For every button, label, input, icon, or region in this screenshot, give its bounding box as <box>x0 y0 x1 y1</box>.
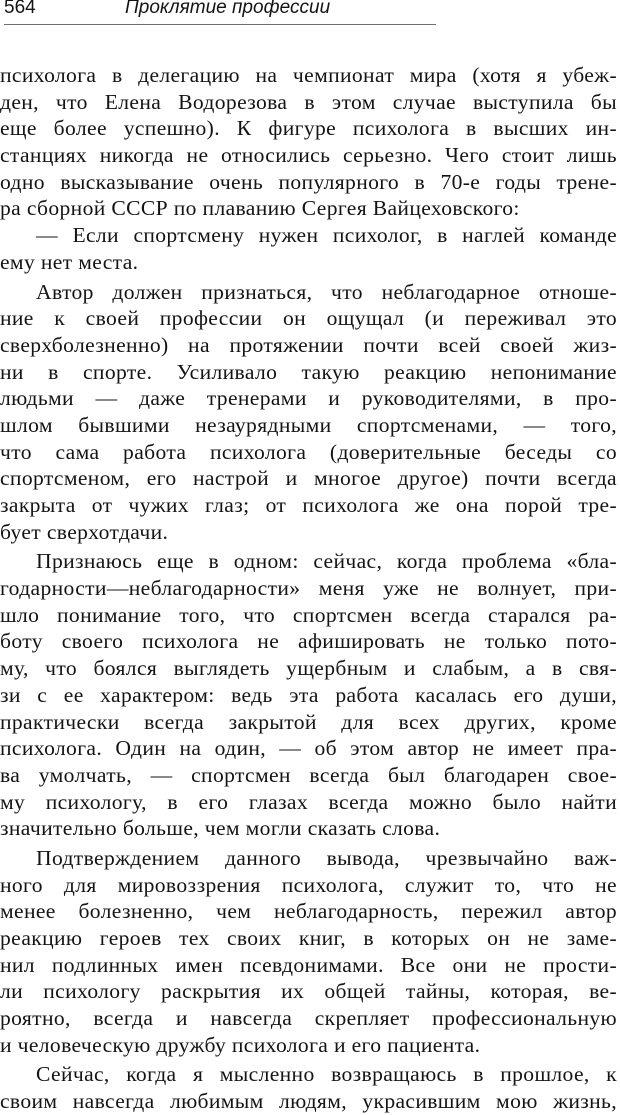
running-title: Проклятие профессии <box>125 0 331 18</box>
text-line: Сейчас, когда я мысленно возвращаюсь в прошлое, к <box>36 1062 617 1087</box>
paragraph-3 <box>0 279 617 546</box>
text-line: одно высказывание очень популярного в 70-е годы трене- <box>0 169 617 194</box>
text-line: ни в спорте. Усиливало такую реакцию непонимание <box>0 359 617 384</box>
text-line: психолога в делегацию на чемпионат мира (хотя я убеж- <box>0 63 617 87</box>
text-line: ден, что Елена Водорезова в этом случае выступила бы <box>0 89 617 114</box>
text-line: ра сборной СССР по плаванию Сергея Вайцеховского: <box>0 196 520 221</box>
text-line: годарности—неблагодарности» меня уже не волнует, при- <box>0 576 617 601</box>
text-line: закрыта от чужих глаз; от психолога же она порой тре- <box>0 493 617 517</box>
text-line: му психологу, в его глазах всегда можно было найти <box>0 789 617 814</box>
text-line: станциях никогда не относились серьезно. Чего стоит лишь <box>0 143 617 168</box>
text-line: боту своего психолога не афишировать не только пото- <box>0 629 617 654</box>
text-line: Признаюсь еще в одном: сейчас, когда проблема «бла- <box>36 549 617 574</box>
text-line: практически всегда закрытой для всех других, кроме <box>0 709 617 734</box>
text-line: реакцию героев тех своих книг, в которых он не заме- <box>0 926 617 950</box>
text-line: ного для мировоззрения психолога, служит то, что не <box>0 872 617 897</box>
text-line: своим навсегда любимым людям, украсившим мою жизнь, <box>0 1089 617 1114</box>
text-line: что сама работа психолога (доверительные беседы со <box>0 439 617 464</box>
paragraph-2 <box>0 222 617 275</box>
paragraph-1 <box>0 62 617 222</box>
text-line: шлом бывшими незаурядными спортсменами, — того, <box>0 412 617 437</box>
text-line: менее болезненно, чем неблагодарность, пережил автор <box>0 899 617 924</box>
text-line: психолога. Один на один, — об этом автор не имеет пра- <box>0 736 617 761</box>
text-line: ва умолчать, — спортсмен всегда был благодарен свое- <box>0 762 617 787</box>
text-line: ние к своей профессии он ощущал (и переживал это <box>0 306 617 331</box>
text-line: зи с ее характером: ведь эта работа касалась его души, <box>0 682 617 707</box>
text-line: спортсменом, его настрой и многое другое) почти всегда <box>0 466 617 491</box>
text-line: му, что боялся выглядеть ущербным и слабым, а в свя- <box>0 656 617 681</box>
text-line: значительно больше, чем могли сказать слова. <box>0 816 441 841</box>
running-header <box>4 0 436 25</box>
text-line: людьми — даже тренерами и руководителями, в про- <box>0 386 617 411</box>
text-line: роятно, всегда и навсегда скрепляет профессиональную <box>0 1006 617 1031</box>
text-line: ли психологу раскрытия их общей тайны, которая, ве- <box>0 979 617 1004</box>
text-line: еще более успешно). К фигуре психолога в высших ин- <box>0 116 617 141</box>
text-line: нил подлинных имен псевдонимами. Все они не прости- <box>0 952 617 977</box>
text-line: ему нет места. <box>0 249 139 274</box>
body-text <box>0 62 617 1115</box>
paragraph-5 <box>0 845 617 1059</box>
text-line: шло понимание того, что спортсмен всегда старался ра- <box>0 602 617 627</box>
paragraph-6 <box>0 1061 617 1114</box>
text-line: бует сверхотдачи. <box>0 519 169 544</box>
text-line: Подтверждением данного вывода, чрезвычайно важ- <box>36 845 617 870</box>
text-line: — Если спортсмену нужен психолог, в наглей команде <box>36 223 617 248</box>
text-line: сверхболезненно) на протяжении почти всей своей жиз- <box>0 332 617 357</box>
text-line: и человеческую дружбу психолога и его пациента. <box>0 1032 481 1057</box>
paragraph-4 <box>0 548 617 842</box>
page-number: 564 <box>4 0 36 18</box>
text-line: Автор должен признаться, что неблагодарное отноше- <box>36 279 617 304</box>
